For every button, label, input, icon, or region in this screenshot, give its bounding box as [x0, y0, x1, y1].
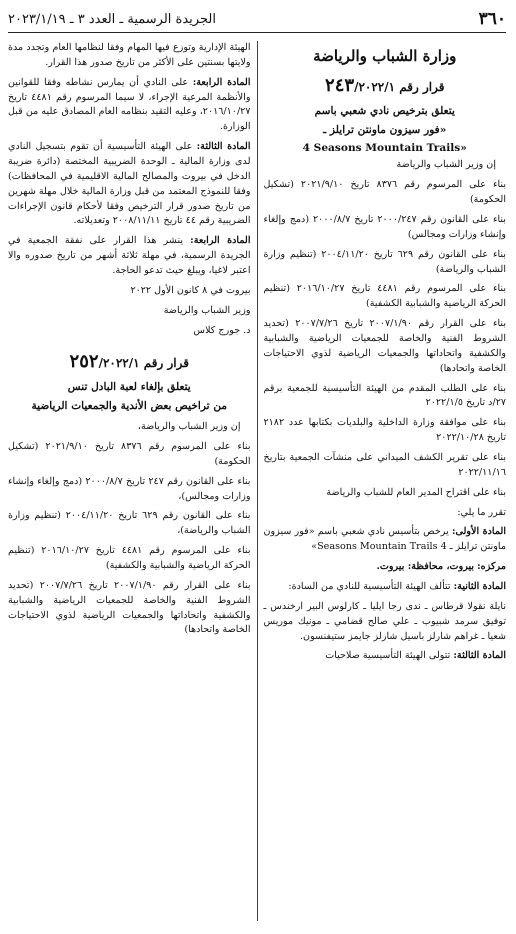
recital-2-4: بناء على المرسوم رقم ٤٤٨١ تاريخ ٢٠١٦/١٠/٢٧ (تنظيم الحركة الرياضية والشبابية والكشفية) — [8, 545, 251, 572]
headquarters-text: بيروت، محافظة: بيروت. — [376, 561, 475, 573]
decision-subject-2: «فور سيزون ماونتن ترايلز ـ — [323, 123, 447, 136]
recital-2-3: بناء على القانون رقم ٦٢٩ تاريخ ٢٠٠٤/١١/٢٠ (تنظيم وزارة الشباب والرياضة)، — [8, 510, 251, 537]
left-column — [8, 41, 251, 921]
place-date: بيروت في ٨ كانون الأول ٢٠٢٢ — [130, 284, 251, 296]
decision-2-subject-2: من تراخيص بعض الأندية والجمعيات الرياضية — [31, 399, 228, 412]
decision-2-subject-1: يتعلق بإلغاء لعبة البادل تنس — [67, 381, 191, 394]
article-2-text: تتألف الهيئة التأسيسية للنادي من السادة: — [288, 580, 451, 592]
decision-number: ٢٤٣ — [325, 75, 355, 97]
recital-7: بناء على موافقة وزارة الداخلية والبلديات بكتابها عدد ٢١٨٢ تاريخ ٢٠٢٢/١٠/٢٨ — [263, 417, 506, 444]
article-2 — [264, 580, 507, 595]
article-4 — [8, 76, 251, 135]
recital-2-5: بناء على القرار رقم ٢٠٠٧/١/٩٠ تاريخ ٢٠٠٧/٧/٢٦ (تحديد الشروط الفنية والخاصة للجمعيات الرياضية والشبابية والكشفية واتحاداتها والجمعيات الرياضية لذوي الاحتياجات الخاصة واتحادها) — [8, 579, 251, 636]
page-header — [8, 6, 506, 33]
headquarters-label: مركزه: — [477, 561, 506, 573]
article-1-text: يرخص بتأسيس نادي شعبي باسم «فور سيزون ماونتن ترايلز ـ 4 Seasons Mountain Trails» — [263, 526, 506, 553]
decision-label: قرار رقم — [399, 80, 445, 95]
decision-date-2: /٢٠٢٢/١ — [98, 356, 140, 371]
article-3 — [264, 649, 507, 664]
decision-subject-3: 4 Seasons Mountain Trails» — [302, 141, 467, 154]
recital-4: بناء على المرسوم رقم ٤٤٨١ تاريخ ٢٠١٦/١٠/٢٧ (تنظيم الحركة الرياضية والشبابية الكشفية) — [263, 283, 506, 310]
minister-name: د. جورج كلاس — [193, 324, 251, 336]
article-3-tax — [8, 140, 251, 229]
ministry-title: وزارة الشباب والرياضة — [313, 47, 457, 65]
article-4-text: على النادي أن يمارس نشاطه وفقا للقوانين والأنظمة المرعية الإجراء، لا سيما المرسوم رقم ٤٤٨١ تاريخ ٢٠١٦/١٠/٢٧، وعليه التقيد بنظامه العام المصادق عليه من قبل الوزارة. — [8, 76, 251, 133]
headquarters — [264, 560, 507, 575]
right-column — [264, 41, 507, 921]
column-divider — [257, 41, 258, 921]
recital-3: بناء على القانون رقم ٦٢٩ تاريخ ٢٠٠٤/١١/٢٠ (تنظيم وزارة الشباب والرياضة) — [263, 248, 506, 275]
recital-8: بناء على تقرير الكشف الميداني على منشآت الجمعية بتاريخ ٢٠٢٢/١١/١٦ — [263, 451, 506, 478]
recital-9: بناء على اقتراح المدير العام للشباب والرياضة — [326, 486, 506, 498]
columns — [8, 41, 506, 921]
article-4-publish — [8, 234, 251, 279]
members-list: نايلة نقولا قرطاس ـ ندى رجا ايليا ـ كارلوس البير ارخندس ـ توفيق سرمد شبيوب ـ علي صالح قضامي ـ مونيك موريس شعيا ـ غراهم شارلز باسيل شارلز جايمز ستيفنسون. — [263, 600, 506, 642]
article-3-label: المادة الثالثة: — [453, 650, 506, 662]
article-1-label: المادة الأولى: — [451, 526, 506, 538]
decision-number-243 — [264, 72, 507, 100]
article-4-publish-label: المادة الرابعة: — [190, 235, 251, 247]
intro-2: إن وزير الشباب والرياضة، — [137, 421, 241, 433]
recital-6: بناء على الطلب المقدم من الهيئة التأسيسية للجمعية برقم ٢٧/د تاريخ ٢٠٢٢/١/٥ — [263, 382, 506, 409]
gazette-issue-header: الجريدة الرسمية ـ العدد ٣ ـ ٢٠٢٣/١/١٩ — [8, 11, 216, 27]
minister-title: وزير الشباب والرياضة — [163, 304, 251, 316]
decision-number-252 — [8, 348, 251, 376]
decides-heading: تقرر ما يلي: — [457, 506, 506, 518]
decision-date: /٢٠٢٢/١ — [354, 80, 396, 95]
article-4-publish-text: ينشر هذا القرار على نفقة الجمعية في الجريدة الرسمية، في مهلة ثلاثة أشهر من تاريخ صدوره والا اعتبر لاغيا، ويبلغ حيث تدعو الحاجة. — [8, 235, 251, 277]
article-4-label: المادة الرابعة: — [192, 76, 251, 88]
article-1 — [264, 525, 507, 555]
recital-2-2: بناء على القانون رقم ٢٤٧ تاريخ ٢٠٠٠/٨/٧ (دمج وإلغاء وإنشاء وزارات ومجالس)، — [8, 475, 251, 502]
decision-number-2: ٢٥٢ — [69, 351, 99, 373]
decision-subject-1: يتعلق بترخيص نادي شعبي باسم — [314, 105, 455, 118]
article-3-tax-text: على الهيئة التأسيسية أن تقوم بتسجيل النادي لدى وزارة المالية ـ الوحدة الضريبية المختصة (دائرة ضريبة الدخل في بيروت والمصالح المالية الاقليمية في المحافظات) وفقا للنموذج المعتمد من قبل وزارة المالية خلال مهلة شهرين من تاريخ صدور قرار الترخيص وفقا لأحكام قانون الإجراءات الضريبية رقم ٤٤ تاريخ ٢٠٠٨/١١/١١ وتعديلاته. — [8, 141, 251, 227]
page-number: ٣٦٠ — [478, 9, 506, 29]
article-2-label: المادة الثانية: — [453, 580, 506, 592]
recital-2: بناء على القانون رقم ٢٠٠٠/٢٤٧ تاريخ ٢٠٠٠/٨/٧ (دمج وإلغاء وإنشاء وزارات ومجالس) — [263, 213, 506, 240]
article-3-tax-label: المادة الثالثة: — [196, 141, 251, 153]
intro: إن وزير الشباب والرياضة — [396, 159, 496, 171]
recital-2-1: بناء على المرسوم رقم ٨٣٧٦ تاريخ ٢٠٢١/٩/١٠ (تشكيل الحكومة) — [8, 441, 251, 467]
recital-5: بناء على القرار رقم ٢٠٠٧/١/٩٠ تاريخ ٢٠٠٧/٧/٢٦ (تحديد الشروط الفنية والخاصة للجمعيات الرياضية والشبابية والكشفية واتحاداتها والجمعيات الرياضية لذوي الاحتياجات الخاصة واتحادها) — [263, 318, 506, 374]
continuation-text: الهيئة الإدارية وتوزع فيها المهام وفقا لنظامها العام وتجدد مدة ولايتها بسنتين على الأكثر من تاريخ صدور هذا القرار. — [8, 42, 251, 68]
recital-1: بناء على المرسوم رقم ٨٣٧٦ تاريخ ٢٠٢١/٩/١٠ (تشكيل الحكومة) — [263, 179, 506, 206]
decision-label-2: قرار رقم — [143, 356, 189, 371]
article-3-text: تتولى الهيئة التأسيسية صلاحيات — [325, 650, 451, 662]
